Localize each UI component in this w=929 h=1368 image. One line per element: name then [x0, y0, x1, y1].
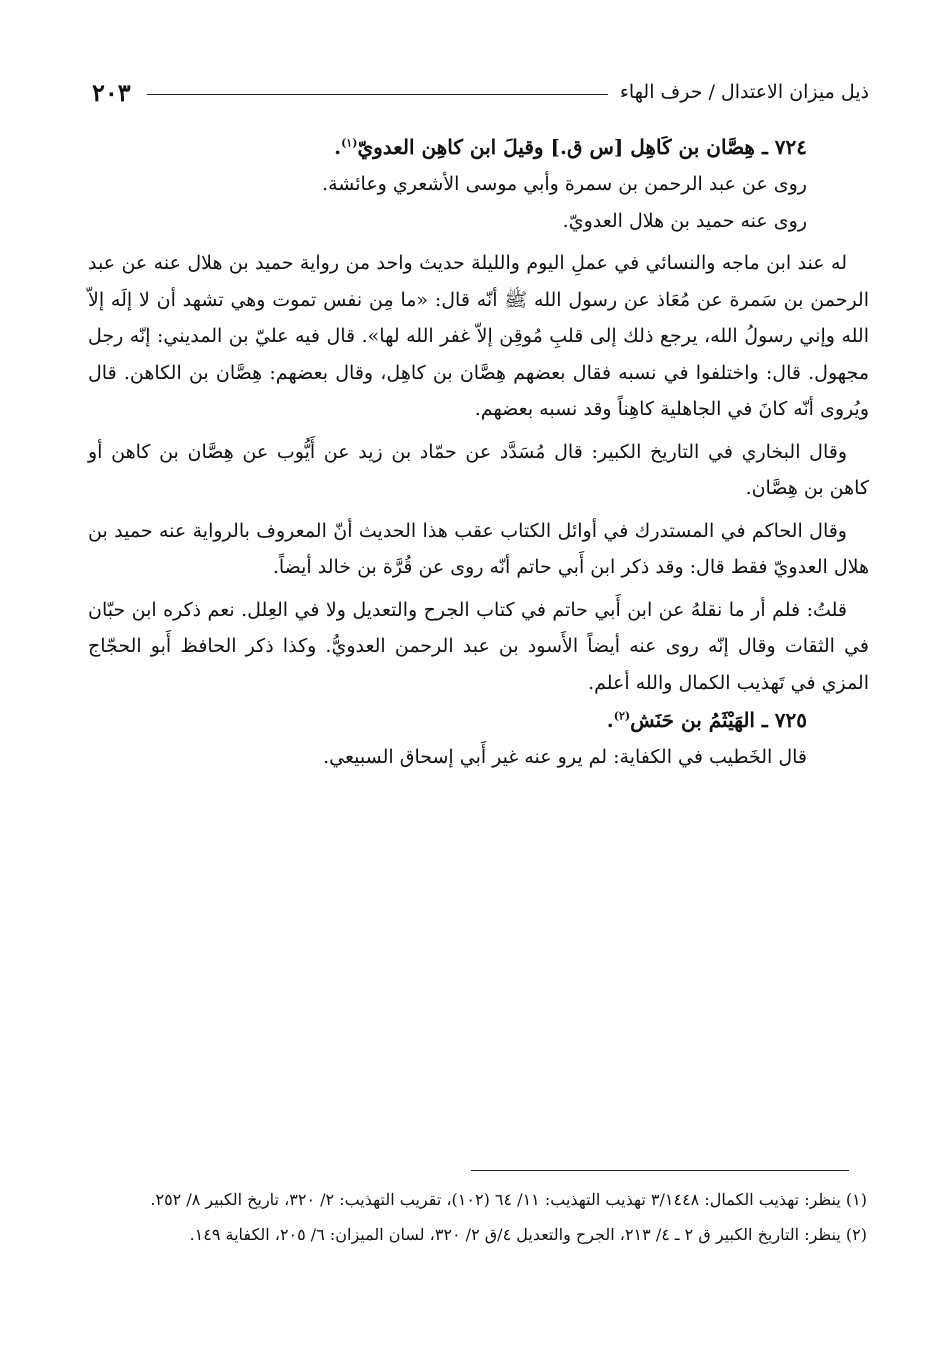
footnote-divider — [471, 1170, 849, 1171]
footnotes — [72, 1182, 867, 1252]
header-rule — [147, 94, 608, 95]
main-text — [88, 128, 869, 776]
footnote-2: (٢) ينظر: التاريخ الكبير ق ٢ ـ ٤/ ٢١٣، الجرح والتعديل ٤/ق ٢/ ٣٢٠، لسان الميزان: ٦/ ٢٠٥، الكفاية ١٤٩. — [189, 1225, 867, 1244]
running-header — [92, 74, 869, 110]
entry-heading-end: . — [334, 135, 342, 159]
running-title: ذيل ميزان الاعتدال / حرف الهاء — [619, 81, 869, 103]
entry-heading-text: ٧٢٤ ـ هِصَّان بن كَاهِل [س ق.] وقيلَ ابن كاهِن العدويّ — [357, 135, 807, 159]
footnote-marker: (٢) — [613, 709, 631, 723]
entry-724-heading — [88, 128, 869, 166]
entry-724-line: روى عنه حميد بن هلال العدويّ. — [562, 209, 807, 232]
footnote-marker: (١) — [341, 136, 358, 150]
paragraph: وقال الحاكم في المستدرك في أوائل الكتاب عقب هذا الحديث أنّ المعروف بالرواية عنه حميد بن هلال العدويّ فقط قال: وقد ذكر ابن أَبي حاتم أنّه روى عن قُرَّة بن خالد أيضاً. — [88, 519, 869, 578]
entry-725-line: قال الخَطيب في الكفاية: لم يرو عنه غير أَبي إسحاق السبيعي. — [323, 746, 807, 768]
page-number: ٢٠٣ — [92, 77, 131, 107]
entry-725-heading — [88, 701, 869, 739]
paragraph: قلتُ: فلم أر ما نقلهُ عن ابن أَبي حاتم في كتاب الجرح والتعديل ولا في العِلل. نعم ذكره ابن حبّان في الثقات وقال إنّه روى عنه أيضاً الأَسود بن عبد الرحمن العدويُّ. وكذا ذكر الحافظ أَبو الحجّاج المزي في تَهذيب الكمال والله أعلم. — [88, 598, 869, 694]
paragraph: وقال البخاري في التاريخ الكبير: قال مُسَدَّد عن حمّاد بن زيد عن أَيُّوب عن هِصَّان بن كاهن أو كاهن بن هِصَّان. — [88, 440, 869, 499]
entry-heading-text: ٧٢٥ ـ الهَيْثَمُ بن حَنَش — [630, 708, 807, 732]
entry-724-line: روى عن عبد الرحمن بن سمرة وأبي موسى الأشعري وعائشة. — [322, 173, 807, 195]
footnote-1: (١) ينظر: تهذيب الكمال: ٣/١٤٤٨ تهذيب التهذيب: ١١/ ٦٤ (١٠٢)، تقريب التهذيب: ٢/ ٣٢٠، تاريخ الكبير ٨/ ٢٥٢. — [150, 1190, 867, 1209]
paragraph: له عند ابن ماجه والنسائي في عملِ اليوم والليلة حديث واحد من رواية حميد بن هلال عنه عن عبد الرحمن بن سَمرة عن مُعَاذ عن رسول الله ﷺ أنّه قال: «ما مِن نفس تموت وهي تشهد أن لا إلَه إلاّ الله وإني رسولُ الله، يرجع ذلك إلى قلبِ مُوقِن إلاّ غفر الله لها». قال فيه عليّ بن المديني: إنّه رجل مجهول. قال: واختلفوا في نسبه فقال بعضهم هِصَّان بن كاهِل، وقال بعضهم: هِصَّان بن الكاهن. قال ويُروى أنّه كانَ في الجاهلية كاهِناً وقد نسبه بعضهم. — [88, 252, 869, 420]
entry-heading-end: . — [606, 708, 614, 732]
